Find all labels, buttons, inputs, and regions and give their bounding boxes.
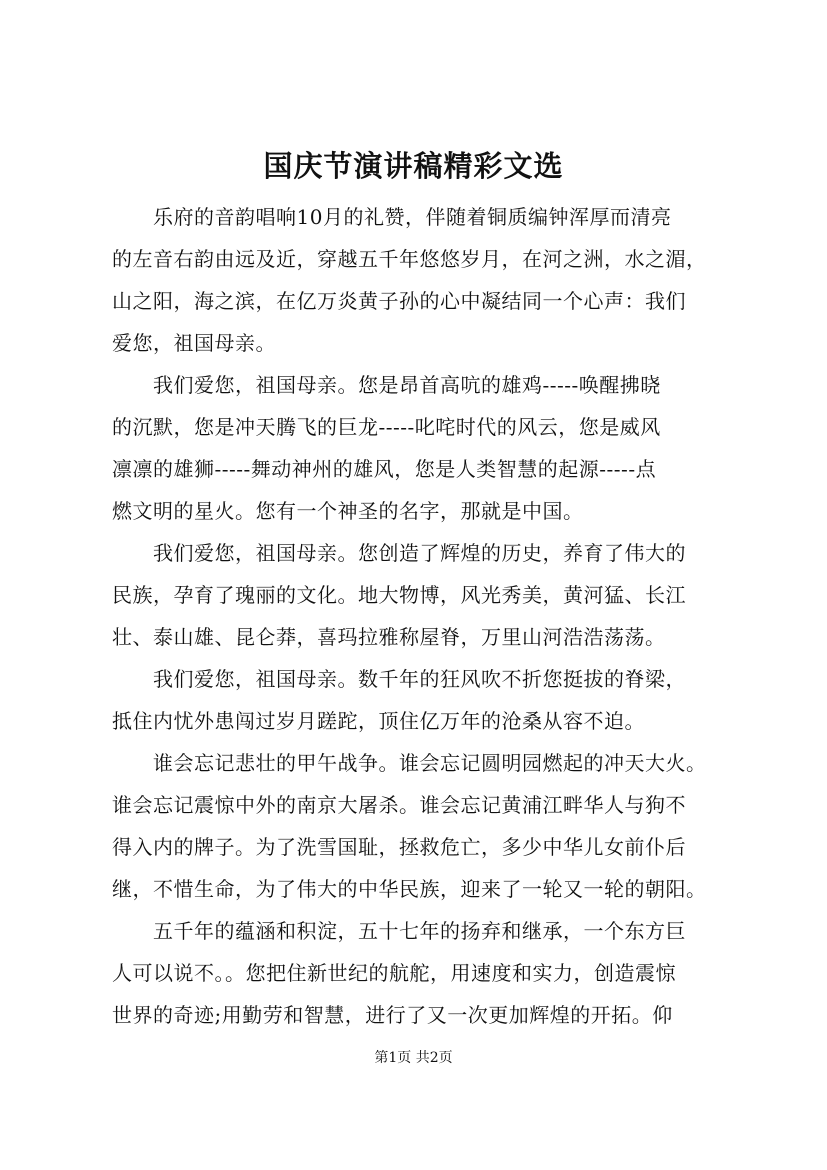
text-line: 山之阳，海之滨，在亿万炎黄子孙的心中凝结同一个心声：我们: [112, 289, 686, 313]
text-line: 抵住内忧外患闯过岁月蹉跎，顶住亿万年的沧桑从容不迫。: [112, 709, 645, 733]
text-line: 乐府的音韵唱响10月的礼赞，伴随着铜质编钟浑厚而清亮: [112, 205, 672, 229]
text-line: 我们爱您，祖国母亲。您是昂首高吭的雄鸡-----唤醒拂晓: [112, 373, 661, 397]
page-footer: 第1页 共2页: [374, 1050, 453, 1066]
text-line: 燃文明的星火。您有一个神圣的名字，那就是中国。: [112, 499, 584, 523]
text-line: 得入内的牌子。为了洗雪国耻，拯救危亡，多少中华儿女前仆后: [112, 835, 686, 859]
text-line: 的沉默，您是冲天腾飞的巨龙-----叱咤时代的风云，您是威风: [112, 415, 661, 439]
text-line: 的左音右韵由远及近，穿越五千年悠悠岁月，在河之洲，水之湄，: [112, 247, 707, 271]
text-line: 继，不惜生命，为了伟大的中华民族，迎来了一轮又一轮的朝阳。: [112, 877, 707, 901]
text-line: 凛凛的雄狮-----舞动神州的雄风，您是人类智慧的起源-----点: [112, 457, 657, 481]
document-body: [112, 196, 752, 1036]
text-line: 壮、泰山雄、昆仑莽，喜玛拉雅称屋脊，万里山河浩浩荡荡。: [112, 625, 666, 649]
text-line: 谁会忘记悲壮的甲午战争。谁会忘记圆明园燃起的冲天大火。: [112, 751, 707, 775]
text-line: 民族，孕育了瑰丽的文化。地大物博，风光秀美，黄河猛、长江: [112, 583, 686, 607]
text-line: 五千年的蕴涵和积淀，五十七年的扬弃和继承，一个东方巨: [112, 919, 686, 943]
text-line: 我们爱您，祖国母亲。您创造了辉煌的历史，养育了伟大的: [112, 541, 686, 565]
text-line: 爱您，祖国母亲。: [112, 331, 276, 355]
text-line: 我们爱您，祖国母亲。数千年的狂风吹不折您挺拔的脊梁，: [112, 667, 686, 691]
document-title: 国庆节演讲稿精彩文选: [263, 149, 564, 183]
text-line: 世界的奇迹;用勤劳和智慧，进行了又一次更加辉煌的开拓。仰: [112, 1003, 673, 1027]
text-line: 谁会忘记震惊中外的南京大屠杀。谁会忘记黄浦江畔华人与狗不: [112, 793, 686, 817]
text-line: 人可以说不。。您把住新世纪的航舵，用速度和实力，创造震惊: [112, 961, 676, 985]
